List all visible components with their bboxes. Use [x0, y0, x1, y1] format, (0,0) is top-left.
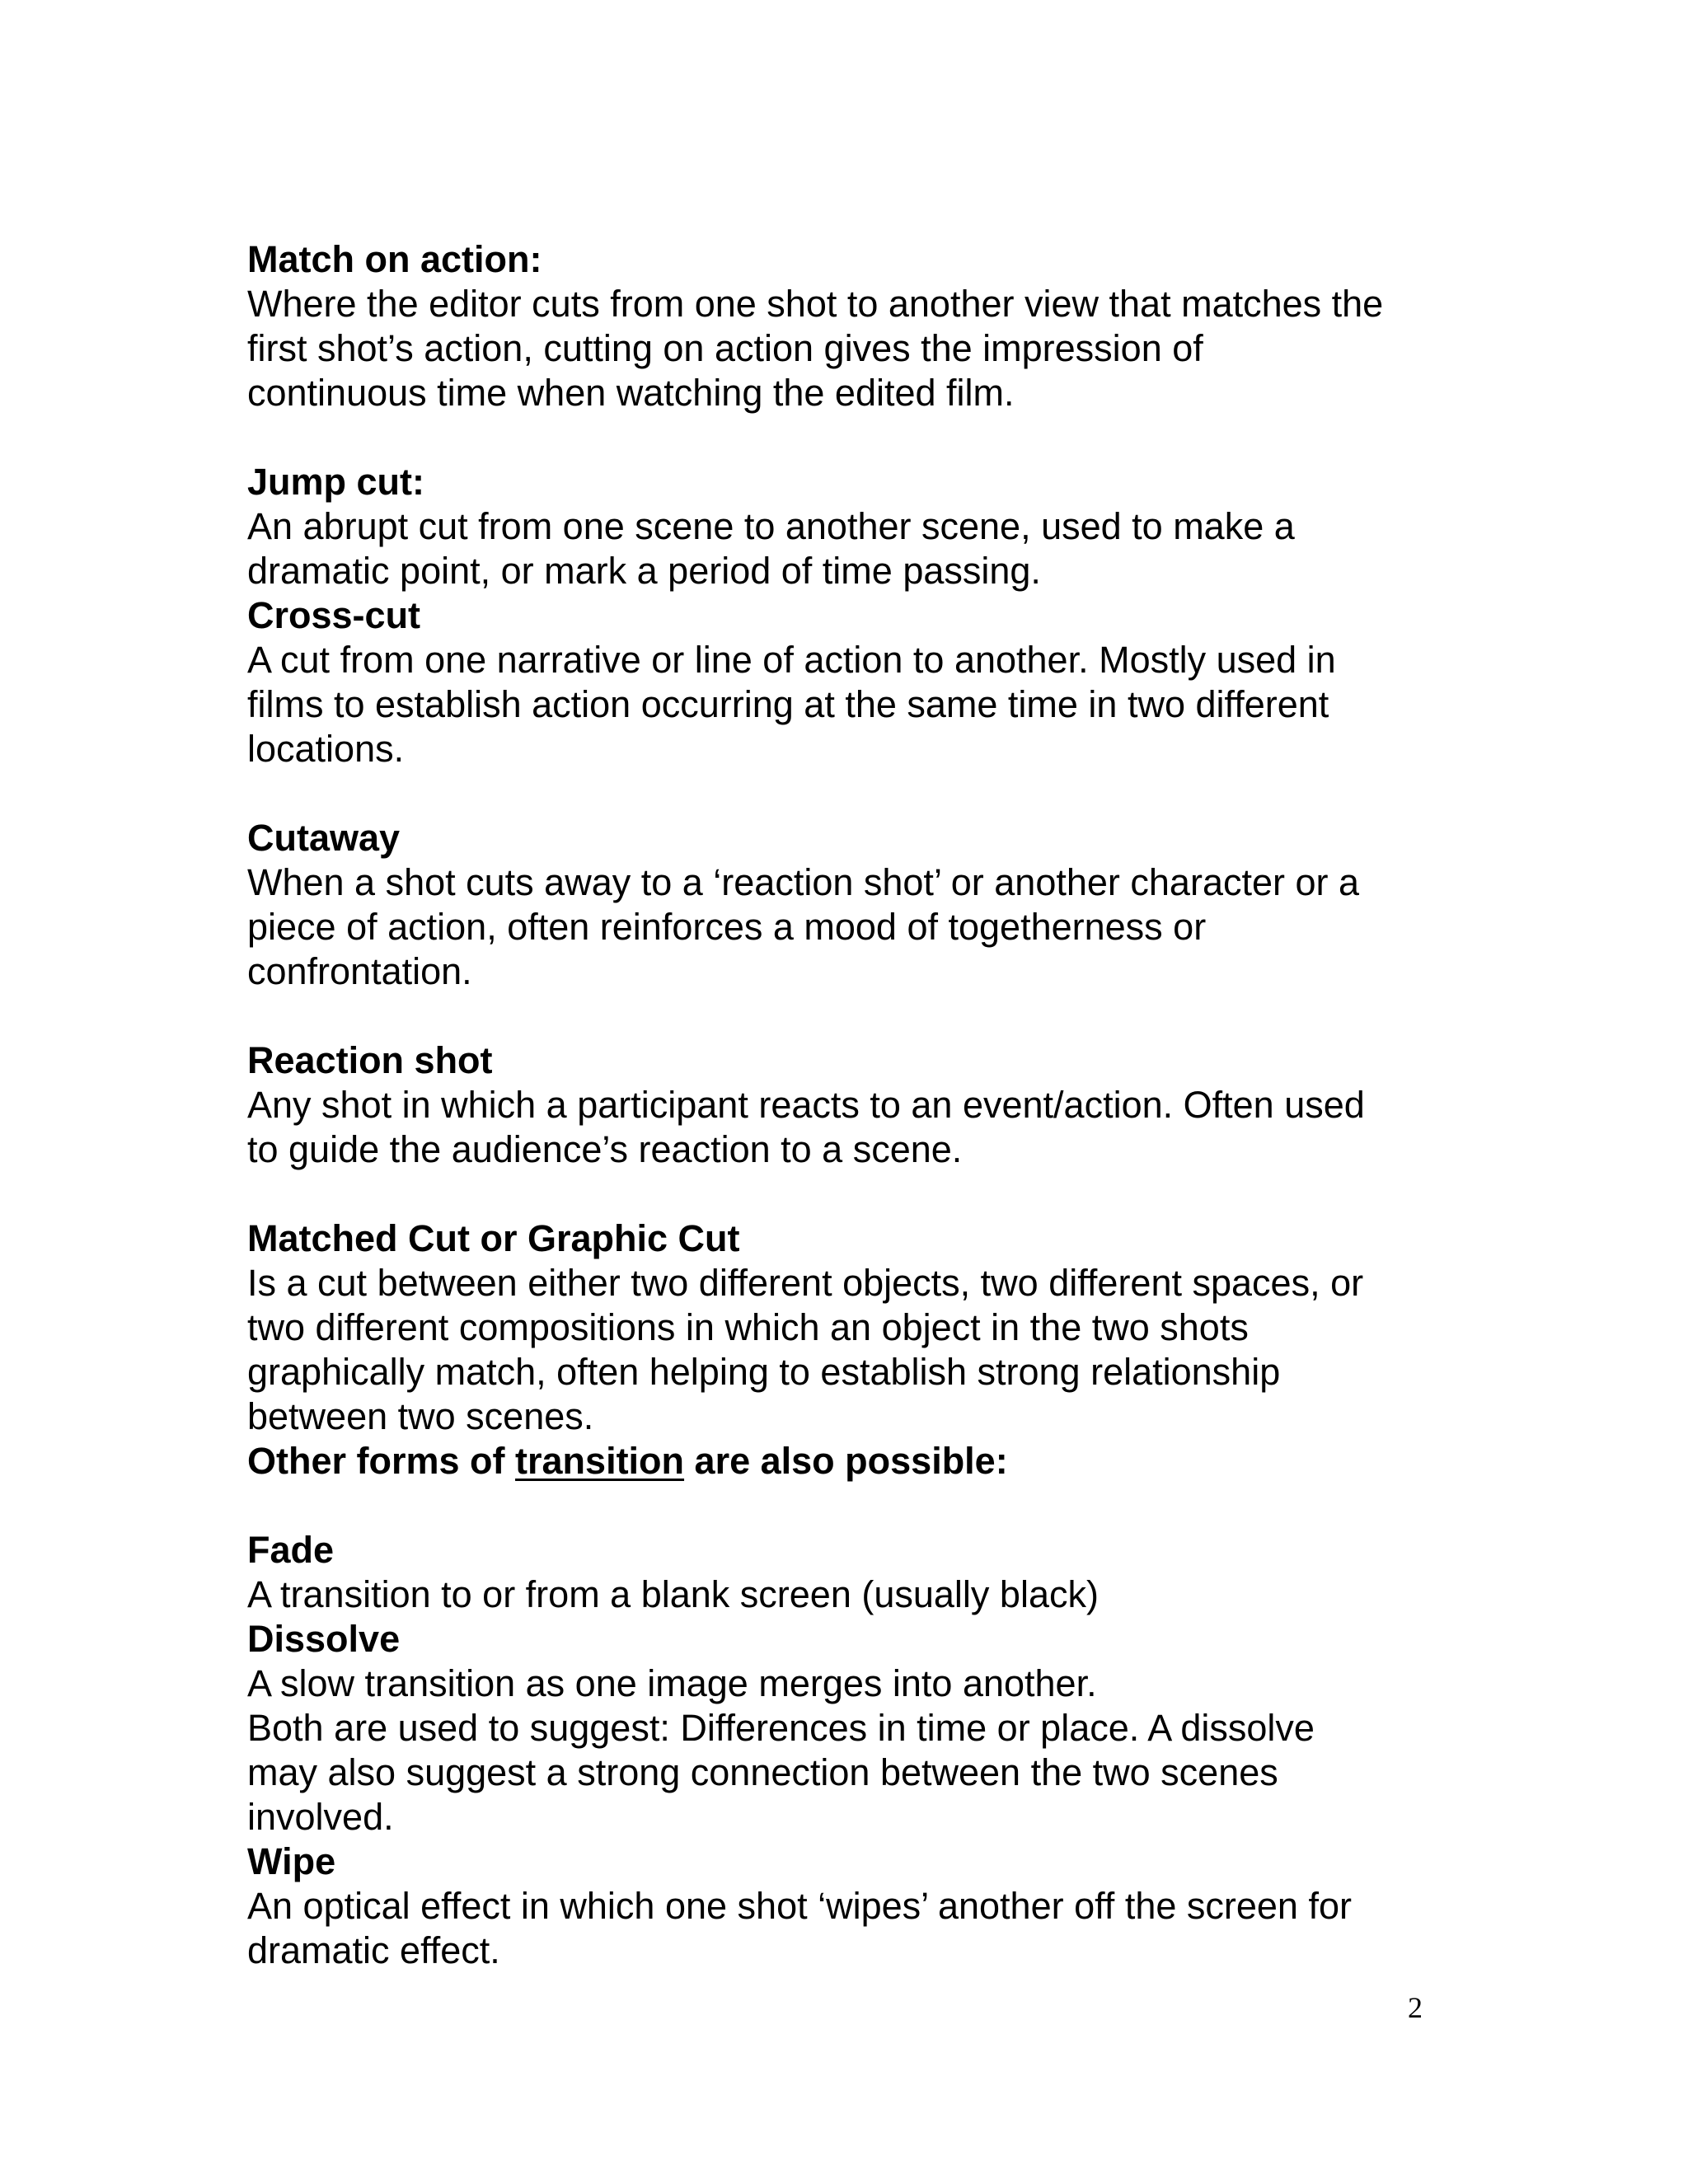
definition-line: An optical effect in which one shot ‘wipes’ another off the screen for: [247, 1885, 1352, 1927]
definition-line: An abrupt cut from one scene to another scene, used to make a: [247, 505, 1295, 547]
section-jump-cut: [247, 460, 1459, 593]
definition-line: first shot’s action, cutting on action gives the impression of: [247, 327, 1203, 369]
spacer: [247, 415, 1459, 460]
definition-line: dramatic point, or mark a period of time passing.: [247, 550, 1041, 592]
definition-line: A transition to or from a blank screen (usually black): [247, 1573, 1099, 1615]
term-reaction-shot: Reaction shot: [247, 1039, 493, 1081]
transitions-heading: [247, 1439, 1459, 1483]
term-matched-cut: Matched Cut or Graphic Cut: [247, 1217, 740, 1259]
section-match-on-action: [247, 237, 1459, 415]
definition-line: Both are used to suggest: Differences in time or place. A dissolve: [247, 1707, 1315, 1749]
definition-line: locations.: [247, 728, 405, 770]
definition-line: continuous time when watching the edited film.: [247, 372, 1015, 414]
definition-line: Is a cut between either two different objects, two different spaces, or: [247, 1262, 1364, 1304]
definition-line: A cut from one narrative or line of action to another. Mostly used in: [247, 639, 1336, 681]
definition-line: two different compositions in which an object in the two shots: [247, 1306, 1249, 1348]
definition-line: films to establish action occurring at the same time in two different: [247, 683, 1329, 725]
section-fade: [247, 1528, 1459, 1617]
transitions-heading-before: Other forms of: [247, 1440, 516, 1482]
term-match-on-action: Match on action:: [247, 238, 542, 280]
term-wipe: Wipe: [247, 1840, 336, 1882]
term-fade: Fade: [247, 1529, 335, 1571]
definition-line: When a shot cuts away to a ‘reaction shot’ or another character or a: [247, 861, 1360, 903]
section-dissolve: [247, 1617, 1459, 1840]
term-cutaway: Cutaway: [247, 817, 401, 859]
definition-line: to guide the audience’s reaction to a scene.: [247, 1128, 963, 1170]
spacer: [247, 1483, 1459, 1528]
term-cross-cut: Cross-cut: [247, 594, 421, 636]
section-wipe: [247, 1840, 1459, 1973]
page-number: 2: [1408, 1991, 1423, 2024]
definition-line: may also suggest a strong connection between the two scenes: [247, 1751, 1278, 1793]
transitions-heading-after: are also possible:: [684, 1440, 1008, 1482]
section-matched-cut: [247, 1216, 1459, 1439]
definition-line: graphically match, often helping to establish strong relationship: [247, 1351, 1281, 1393]
definition-line: dramatic effect.: [247, 1929, 500, 1971]
definition-line: confrontation.: [247, 950, 472, 992]
document-page: [247, 237, 1459, 1973]
definition-line: Where the editor cuts from one shot to another view that matches the: [247, 283, 1384, 325]
section-reaction-shot: [247, 1038, 1459, 1172]
definition-line: A slow transition as one image merges into another.: [247, 1662, 1097, 1704]
definition-line: between two scenes.: [247, 1395, 594, 1437]
section-cutaway: [247, 816, 1459, 994]
spacer: [247, 1172, 1459, 1216]
term-jump-cut: Jump cut:: [247, 461, 425, 503]
section-cross-cut: [247, 593, 1459, 771]
term-dissolve: Dissolve: [247, 1618, 401, 1660]
definition-line: Any shot in which a participant reacts to an event/action. Often used: [247, 1084, 1365, 1126]
spacer: [247, 994, 1459, 1038]
spacer: [247, 771, 1459, 816]
definition-line: involved.: [247, 1796, 394, 1838]
definition-line: piece of action, often reinforces a mood of togetherness or: [247, 906, 1207, 948]
transitions-heading-underlined: transition: [515, 1440, 685, 1482]
